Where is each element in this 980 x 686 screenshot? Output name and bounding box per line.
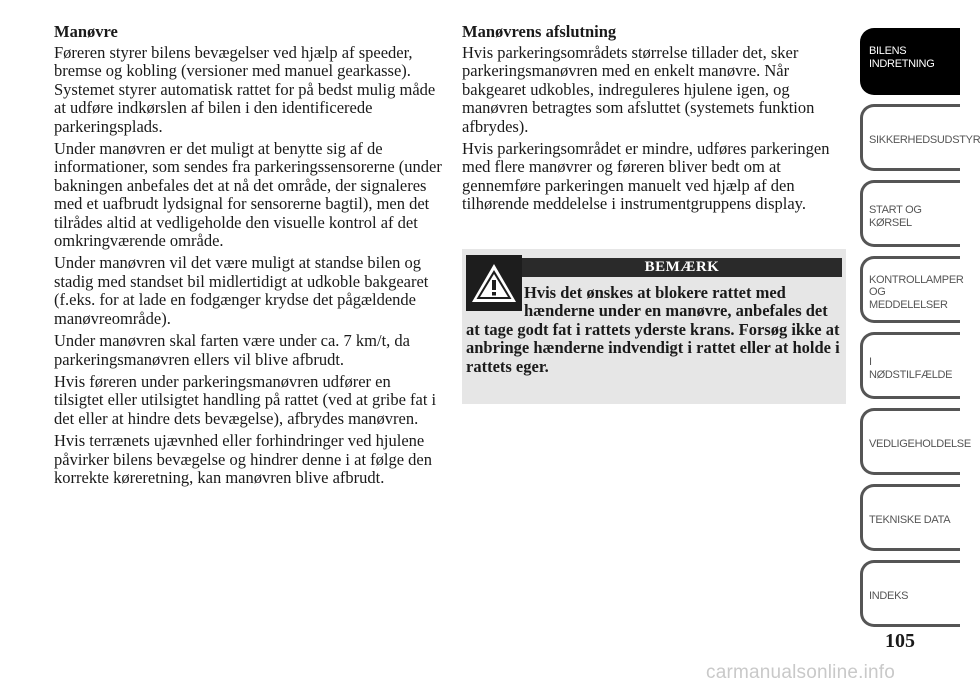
sidebar-tab-label: START OG KØRSEL (869, 204, 922, 229)
sidebar-tab-label: BILENS INDRETNING (869, 45, 935, 70)
paragraph: Føreren styrer bilens bevægelser ved hjælp af speeder, bremse og kobling (versioner med manuel gearkasse). Systemet styrer automatisk rattet for på bedst mulig måde at udføre indkørslen af bilen i den identificerede parkeringsplads. (54, 43, 436, 136)
right-column (462, 22, 842, 218)
paragraph: Under manøvren vil det være muligt at standse bilen og stadig med standset bil midlertidigt at udkoble bakgearet (f.eks. for at lade en fodgænger krydse det pågældende manøvreområde). (54, 253, 429, 328)
paragraph: Hvis føreren under parkeringsmanøvren udfører en tilsigtet eller utilsigtet handling på rattet (ved at gribe fat i det eller at hindre dets bevægelse), afbrydes manøvren. (54, 371, 437, 428)
sidebar-tab-kontrollamper[interactable] (860, 256, 964, 323)
sidebar-tab-indeks[interactable] (860, 560, 960, 627)
sidebar-tab-noedstilfaelde[interactable] (860, 332, 960, 399)
sidebar-tab-label: INDEKS (869, 590, 909, 603)
sidebar-tab-label: VEDLIGEHOLDELSE (869, 438, 971, 451)
sidebar-tab-sikkerhedsudstyr[interactable] (860, 104, 980, 171)
icon-spacer (466, 284, 524, 312)
sidebar-tab-label: SIKKERHEDSUDSTYR (869, 134, 980, 147)
paragraph: Under manøvren er det muligt at benytte sig af de informationer, som sendes fra parkeringssensorerne (under bakningen anbefales det at nå det område, der signaleres med et uafbrudt lydsignal for sensorerne bagtil), men det tilrådes altid at vedligeholde den visuelle kontrol af det omkringværende område. (54, 139, 442, 251)
sidebar-tab-start-og-koersel[interactable] (860, 180, 960, 247)
paragraph: Hvis parkeringsområdets størrelse tillader det, sker parkeringsmanøvren med en enkelt manøvre. Når bakgearet udkobles, indreguleres hjulene igen, og manøvren betragtes som afsluttet (systemets funktion afbrydes). (462, 43, 815, 136)
paragraph: Hvis parkeringsområdet er mindre, udføres parkeringen med flere manøvrer og føreren bliver bedt om at gennemføre parkeringen manuelt ved hjælp af den tilhørende meddelelse i instrumentgruppens display. (462, 139, 830, 214)
sidebar-tab-tekniske-data[interactable] (860, 484, 960, 551)
section-heading-manoevre: Manøvre (54, 22, 118, 41)
note-text: Hvis det ønskes at blokere rattet med hænderne under en manøvre, anbefales det at tage godt fat i rattets yderste krans. Forsøg ikke at anbringe hænderne indvendigt i rattet eller at holde i rattets eger. (466, 283, 840, 376)
sidebar-tab-label: TEKNISKE DATA (869, 514, 951, 527)
watermark: carmanualsonline.info (706, 662, 896, 683)
note-box (462, 249, 846, 404)
sidebar-tab-vedligeholdelse[interactable] (860, 408, 971, 475)
sidebar-tab-label: KONTROLLAMPER OG MEDDELELSER (869, 273, 964, 311)
paragraph: Hvis terrænets ujævnhed eller forhindringer ved hjulene påvirker bilens bevægelse og hindrer denne i at følge den korrekte køreretning, kan manøvren blive afbrudt. (54, 431, 433, 487)
sidebar-tab-label: I NØDSTILFÆLDE (869, 356, 953, 381)
page-number: 105 (885, 630, 915, 652)
note-text-container (466, 284, 840, 376)
note-header: BEMÆRK (522, 258, 842, 277)
paragraph: Under manøvren skal farten være under ca. 7 km/t, da parkeringsmanøvren ellers vil blive afbrudt. (54, 331, 410, 369)
section-heading-afslutning: Manøvrens afslutning (462, 22, 617, 41)
sidebar-tab-bilens-indretning[interactable] (860, 28, 960, 95)
left-column (54, 22, 444, 491)
